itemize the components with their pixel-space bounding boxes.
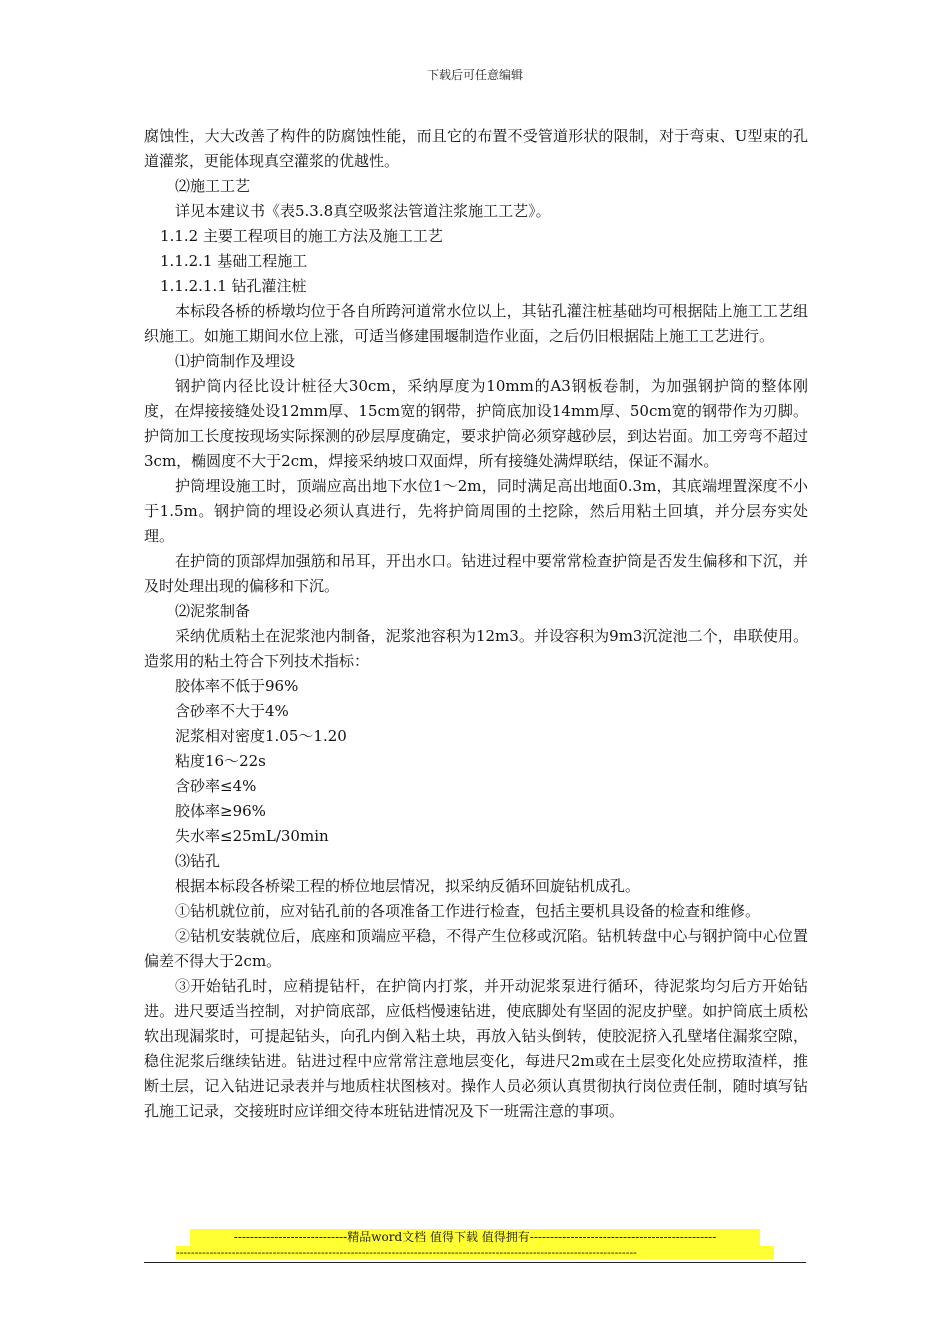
paragraph: ②钻机安装就位后，底座和顶端应平稳，不得产生位移或沉陷。钻机转盘中心与钢护筒中心位置偏差不得大于2cm。 [144, 927, 808, 970]
paragraph: 采纳优质粘土在泥浆池内制备，泥浆池容积为12m3。并设容积为9m3沉淀池二个，串联使用。造浆用的粘土符合下列技术指标： [144, 627, 808, 670]
paragraph: 护筒埋设施工时，顶端应高出地下水位1～2m，同时满足高出地面0.3m，其底端埋置深度不小于1.5m。钢护筒的埋设必须认真进行，先将护筒周围的土挖除，然后用粘土回填，并分层夯实处理。 [144, 477, 808, 545]
subheading-construction-process: ⑵施工工艺 [175, 177, 251, 195]
document-body [144, 124, 808, 1124]
spec-item: 失水率≤25mL/30min [175, 827, 329, 845]
spec-item: 泥浆相对密度1.05～1.20 [175, 727, 347, 745]
paragraph: 腐蚀性，大大改善了构件的防腐蚀性能，而且它的布置不受管道形状的限制，对于弯束、U型束的孔道灌浆，更能体现真空灌浆的优越性。 [144, 127, 808, 170]
paragraph: 钢护筒内径比设计桩径大30cm，采纳厚度为10mm的A3钢板卷制，为加强钢护筒的整体刚度，在焊接接缝处设12mm厚、15cm宽的钢带，护筒底加设14mm厚、50cm宽的钢带作为刃脚。护筒加工长度按现场实际探测的砂层厚度确定，要求护筒必须穿越砂层，到达岩面。加工旁弯不超过3cm，椭圆度不大于2cm，焊接采纳坡口双面焊，所有接缝处满焊联结，保证不漏水。 [144, 377, 808, 470]
section-heading: 1.1.2.1.1 钻孔灌注桩 [160, 277, 307, 295]
spec-item: 含砂率不大于4% [175, 702, 289, 720]
section-heading: 1.1.2 主要工程项目的施工方法及施工工艺 [160, 227, 443, 245]
paragraph: ①钻机就位前，应对钻孔前的各项准备工作进行检查，包括主要机具设备的检查和维修。 [175, 902, 761, 920]
spec-item: 粘度16～22s [175, 752, 266, 770]
subheading-casing: ⑴护筒制作及埋设 [175, 352, 296, 370]
footer-rule [144, 1262, 806, 1263]
subheading-drilling: ⑶钻孔 [175, 852, 221, 870]
paragraph: 详见本建议书《表5.3.8真空吸浆法管道注浆施工工艺》。 [175, 202, 551, 220]
page-header: 下载后可任意编辑 [426, 68, 523, 82]
footer-dash-line: ---------------------------------------------------------------------------------------------------------------------------- [176, 1246, 774, 1259]
paragraph: ③开始钻孔时，应稍提钻杆，在护筒内打浆，并开动泥浆泵进行循环，待泥浆均匀后方开始钻进。进尺要适当控制，对护筒底部，应低档慢速钻进，使底脚处有坚固的泥皮护壁。如护筒底土质松软出现漏浆时，可提起钻头，向孔内倒入粘土块，再放入钻头倒转，使胶泥挤入孔壁堵住漏浆空隙，稳住泥浆后继续钻进。钻进过程中应常常注意地层变化，每进尺2m或在土层变化处应捞取渣样，推断土层，记入钻进记录表并与地质柱状图核对。操作人员必须认真贯彻执行岗位责任制，随时填写钻孔施工记录，交接班时应详细交待本班钻进情况及下一班需注意的事项。 [144, 977, 808, 1120]
paragraph: 在护筒的顶部焊加强筋和吊耳，开出水口。钻进过程中要常常检查护筒是否发生偏移和下沉，并及时处理出现的偏移和下沉。 [144, 552, 808, 595]
footer-banner: ----------------------------精品word文档 值得下载 值得拥有---------------------------------------------- [190, 1229, 760, 1246]
subheading-mud-preparation: ⑵泥浆制备 [175, 602, 251, 620]
spec-item: 胶体率≥96% [175, 802, 266, 820]
paragraph: 根据本标段各桥梁工程的桥位地层情况，拟采纳反循环回旋钻机成孔。 [175, 877, 641, 895]
spec-item: 含砂率≤4% [175, 777, 257, 795]
section-heading: 1.1.2.1 基础工程施工 [160, 252, 308, 270]
paragraph: 本标段各桥的桥墩均位于各自所跨河道常水位以上，其钻孔灌注桩基础均可根据陆上施工工艺组织施工。如施工期间水位上涨，可适当修建围堰制造作业面，之后仍旧根据陆上施工工艺进行。 [144, 302, 808, 345]
spec-item: 胶体率不低于96% [175, 677, 299, 695]
